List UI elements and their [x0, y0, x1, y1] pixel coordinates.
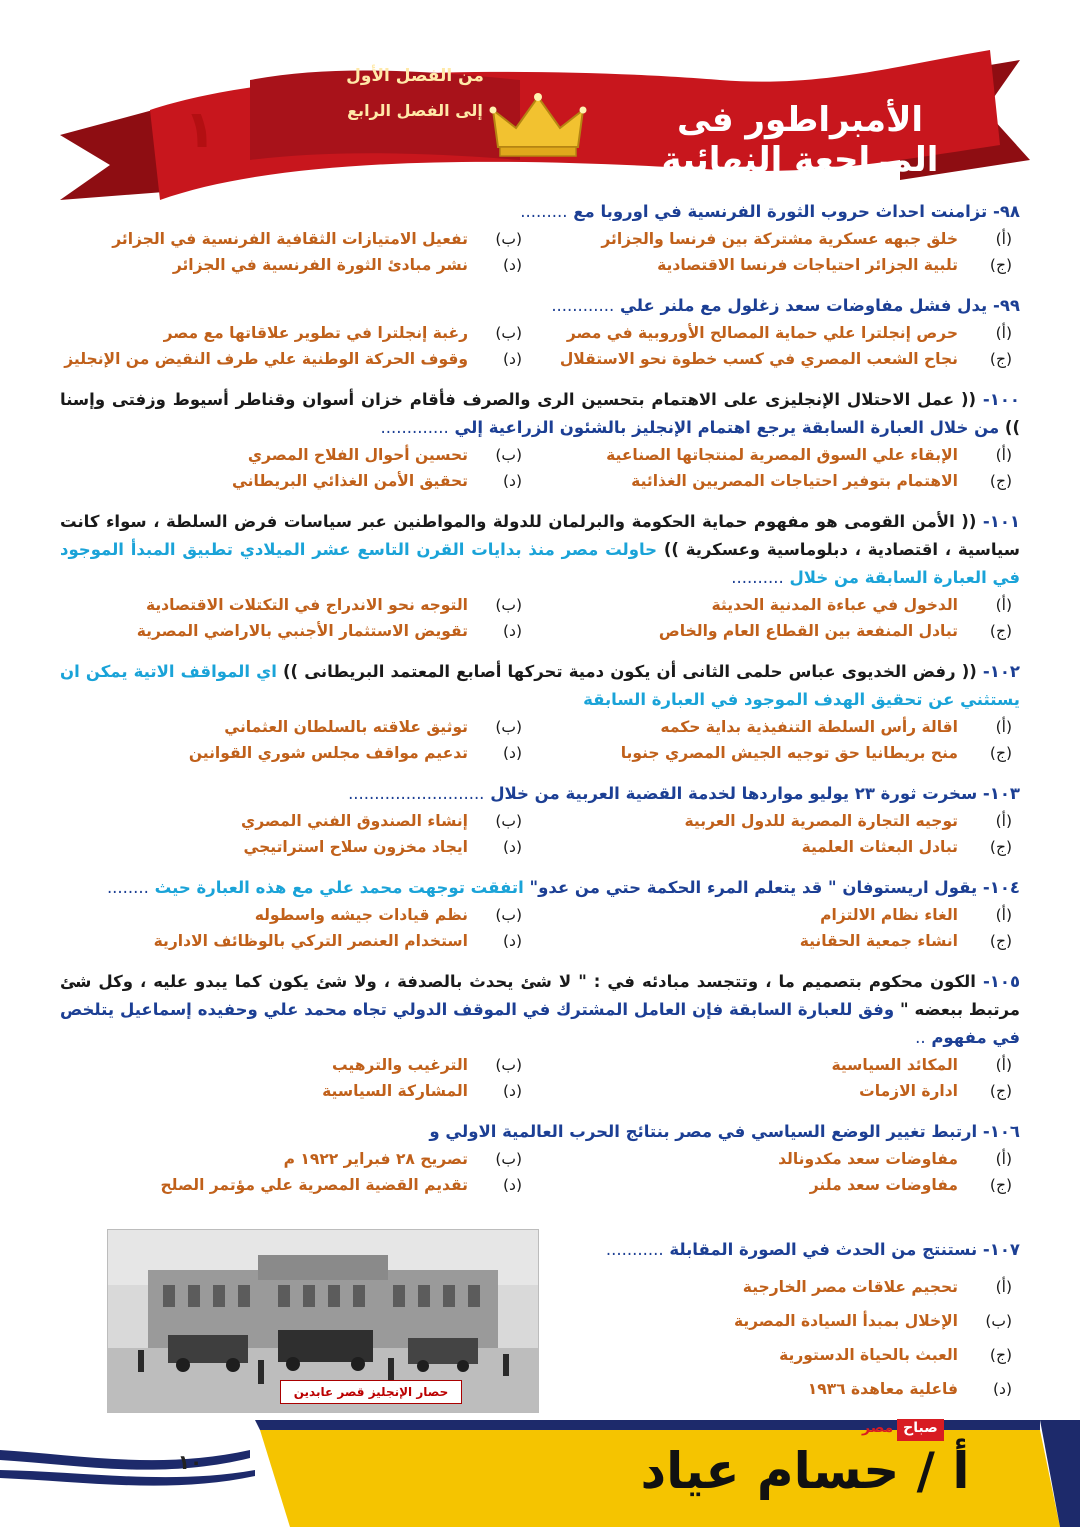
- option-text: مفاوضات سعد مكدونالد: [778, 1150, 958, 1168]
- option-label: (أ): [995, 324, 1012, 342]
- option-d[interactable]: [60, 618, 530, 644]
- option-text: تحجيم علاقات مصر الخارجية: [742, 1278, 958, 1296]
- option-a[interactable]: [550, 808, 1020, 834]
- question-stem: [60, 874, 1020, 902]
- question-number: ٩٩-: [992, 296, 1020, 315]
- question-number: ١٠٤-: [982, 878, 1020, 897]
- question-number: ١٠٠-: [982, 390, 1020, 409]
- question-text: اتفقت توجهت محمد علي مع هذه العبارة حيث: [154, 878, 524, 897]
- question-number: ١٠٣-: [982, 784, 1020, 803]
- option-text: تلبية الجزائر احتياجات فرنسا الاقتصادية: [657, 256, 958, 274]
- option-label: (أ): [995, 812, 1012, 830]
- option-label: (ب): [495, 1150, 522, 1168]
- option-a[interactable]: [550, 1052, 1020, 1078]
- question-quote: يقول اريستوفان " قد يتعلم المرء الحكمة حتي من عدو": [529, 878, 978, 897]
- option-c[interactable]: [590, 1338, 1020, 1372]
- options-grid: [60, 902, 1020, 954]
- options-grid: [60, 808, 1020, 860]
- options-grid: [60, 442, 1020, 494]
- option-text: انشاء جمعية الحقانية: [799, 932, 958, 950]
- question-text: يدل فشل مفاوضات سعد زغلول مع ملنر علي: [620, 296, 988, 315]
- page-title: الأمبراطور فى المراجعة النهائية: [661, 100, 939, 180]
- option-label: (د): [503, 256, 522, 274]
- option-label: (ب): [495, 446, 522, 464]
- option-text: الدخول في عباءة المدنية الحديثة: [711, 596, 958, 614]
- option-text: المكائد السياسية: [831, 1056, 958, 1074]
- question-105: [60, 968, 1020, 1104]
- option-label: (أ): [995, 596, 1012, 614]
- question-number: ١٠٧-: [982, 1240, 1020, 1259]
- options-grid: [60, 714, 1020, 766]
- brand-word-1: صباح: [897, 1419, 944, 1441]
- brand-word-2: مصر: [862, 1420, 894, 1436]
- answer-blank: ............: [551, 296, 615, 315]
- question-text: تزامنت احداث حروب الثورة الفرنسية في اوروبا مع: [573, 202, 988, 221]
- option-c[interactable]: [550, 346, 1020, 372]
- option-d[interactable]: [590, 1372, 1020, 1406]
- option-label: (أ): [995, 1278, 1012, 1296]
- option-text: الإخلال بمبدأ السيادة المصرية: [733, 1312, 958, 1330]
- option-b[interactable]: [590, 1304, 1020, 1338]
- question-106: [60, 1118, 1020, 1198]
- options-grid: [60, 226, 1020, 278]
- option-d[interactable]: [60, 1078, 530, 1104]
- option-label: (ب): [495, 230, 522, 248]
- option-label: (د): [503, 350, 522, 368]
- question-number: ١٠٥-: [982, 972, 1021, 991]
- option-text: التوجه نحو الاندراج في التكتلات الاقتصادية: [145, 596, 468, 614]
- option-label: (د): [503, 744, 522, 762]
- question-text: ارتبط تغيير الوضع السياسي في مصر بنتائج الحرب العالمية الاولي و: [429, 1122, 978, 1141]
- option-c[interactable]: [550, 252, 1020, 278]
- option-text: استخدام العنصر التركي بالوظائف الادارية: [153, 932, 468, 950]
- option-text: توثيق علاقته بالسلطان العثماني: [224, 718, 468, 736]
- question-102: [60, 658, 1020, 766]
- answer-blank: .............: [380, 418, 449, 437]
- option-a[interactable]: [550, 442, 1020, 468]
- chapter-range-end: إلى الفصل الرابع: [347, 101, 483, 120]
- option-d[interactable]: [60, 346, 530, 372]
- option-label: (ج): [989, 1346, 1012, 1364]
- option-text: تبادل البعثات العلمية: [801, 838, 958, 856]
- options-grid: [60, 320, 1020, 372]
- option-label: (ج): [989, 350, 1012, 368]
- option-b[interactable]: [60, 902, 530, 928]
- option-label: (ج): [989, 1176, 1012, 1194]
- option-text: الاهتمام بتوفير احتياجات المصريين الغذائية: [631, 472, 958, 490]
- question-number: ١٠٦-: [982, 1122, 1020, 1141]
- option-text: إنشاء الصندوق الفني المصري: [241, 812, 468, 830]
- option-c[interactable]: [550, 740, 1020, 766]
- photo-caption: حصار الإنجليز قصر عابدين: [280, 1380, 462, 1404]
- option-label: (ج): [989, 622, 1012, 640]
- question-104: [60, 874, 1020, 954]
- option-text: نجاح الشعب المصري في كسب خطوة نحو الاستقلال: [559, 350, 958, 368]
- option-label: (د): [503, 932, 522, 950]
- option-label: (ب): [495, 324, 522, 342]
- answer-blank: ..........................: [348, 784, 485, 803]
- answer-blank: ........: [106, 878, 149, 897]
- option-label: (د): [503, 1082, 522, 1100]
- question-100: [60, 386, 1020, 494]
- question-107: [590, 1236, 1020, 1406]
- option-label: (أ): [995, 1150, 1012, 1168]
- option-b[interactable]: [60, 1052, 530, 1078]
- author-name: أ / حسام عياد: [640, 1442, 970, 1500]
- option-text: اقالة رأس السلطة التنفيذية بداية حكمه: [660, 718, 958, 736]
- option-label: (د): [503, 1176, 522, 1194]
- option-text: وقوف الحركة الوطنية علي طرف النقيض من الإنجليز: [64, 350, 468, 368]
- question-text: نستنتج من الحدث في الصورة المقابلة: [669, 1240, 978, 1259]
- option-text: تقديم القضية المصرية علي مؤتمر الصلح: [160, 1176, 468, 1194]
- series-number: ١: [184, 100, 216, 160]
- option-text: نشر مبادئ الثورة الفرنسية في الجزائر: [172, 256, 468, 274]
- option-label: (أ): [995, 446, 1012, 464]
- option-b[interactable]: [60, 1146, 530, 1172]
- option-d[interactable]: [60, 740, 530, 766]
- question-stem: [60, 658, 1020, 714]
- question-101: [60, 508, 1020, 644]
- question-stem: [60, 968, 1020, 1052]
- question-text: سخرت ثورة ٢٣ يوليو مواردها لخدمة القضية العربية من خلال: [490, 784, 978, 803]
- option-text: مفاوضات سعد ملنر: [809, 1176, 958, 1194]
- option-text: تقويض الاستثمار الأجنبي بالاراضي المصرية: [136, 622, 468, 640]
- options-grid: [60, 592, 1020, 644]
- option-a[interactable]: [550, 714, 1020, 740]
- question-103: [60, 780, 1020, 860]
- option-b[interactable]: [60, 442, 530, 468]
- question-text: اي المواقف الاتية يمكن ان يستثني عن تحقيق الهدف الموجود في العبارة السابقة: [60, 662, 1020, 709]
- question-stem: [60, 292, 1020, 320]
- option-label: (ب): [495, 596, 522, 614]
- option-a[interactable]: [590, 1270, 1020, 1304]
- option-c[interactable]: [550, 834, 1020, 860]
- option-label: (أ): [995, 718, 1012, 736]
- option-text: ايجاد مخزون سلاح استراتيجي: [243, 838, 468, 856]
- option-text: تبادل المنفعة بين القطاع العام والخاص: [658, 622, 958, 640]
- brand-logo: [858, 1419, 944, 1441]
- option-label: (ج): [989, 744, 1012, 762]
- answer-blank: ..: [915, 1028, 926, 1047]
- option-text: تفعيل الامتيازات الثقافية الفرنسية في الجزائر: [112, 230, 468, 248]
- question-stem: [60, 508, 1020, 592]
- question-text: وفق للعبارة السابقة فإن العامل المشترك في الموقف الدولي تجاه محمد علي وحفيده إسماعيل يتلخص في مفهوم: [60, 1000, 1020, 1047]
- option-label: (ج): [989, 932, 1012, 950]
- question-stem: [60, 1118, 1020, 1146]
- question-stem: [60, 198, 1020, 226]
- option-text: رغبة إنجلترا في تطوير علاقاتها مع مصر: [163, 324, 468, 342]
- option-b[interactable]: [60, 808, 530, 834]
- option-b[interactable]: [60, 592, 530, 618]
- option-text: العبث بالحياة الدستورية: [779, 1346, 958, 1364]
- option-text: تدعيم مواقف مجلس شوري القوانين: [188, 744, 468, 762]
- option-text: منح بريطانيا حق توجيه الجيش المصري جنوبا: [620, 744, 958, 762]
- option-d[interactable]: [60, 1172, 530, 1198]
- question-number: ٩٨-: [992, 202, 1020, 221]
- option-text: تحسين أحوال الفلاح المصري: [247, 446, 468, 464]
- option-text: الترغيب والترهيب: [331, 1056, 468, 1074]
- answer-blank: ...........: [605, 1240, 664, 1259]
- option-c[interactable]: [550, 1078, 1020, 1104]
- option-text: خلق جبهه عسكرية مشتركة بين فرنسا والجزائر: [601, 230, 958, 248]
- question-quote: الكون محكوم بتصميم ما ، وتتجسد مبادئه في : " لا شئ يحدث بالصدفة ، ولا شئ يكون كما يبدو عليه ، وكل شئ مرتبط ببعضه ": [60, 972, 1021, 1019]
- option-label: (أ): [995, 906, 1012, 924]
- option-text: ادارة الازمات: [859, 1082, 958, 1100]
- option-label: (ج): [989, 256, 1012, 274]
- question-list: [60, 198, 1020, 1212]
- option-label: (ب): [985, 1312, 1012, 1330]
- option-b[interactable]: [60, 714, 530, 740]
- option-label: (ج): [989, 472, 1012, 490]
- option-d[interactable]: [60, 468, 530, 494]
- option-a[interactable]: [550, 226, 1020, 252]
- option-text: نظم قيادات جيشه واسطوله: [254, 906, 468, 924]
- option-label: (أ): [995, 230, 1012, 248]
- option-text: فاعلية معاهدة ١٩٣٦: [807, 1380, 958, 1398]
- option-b[interactable]: [60, 226, 530, 252]
- option-text: حرص إنجلترا علي حماية المصالح الأوروبية في مصر: [566, 324, 958, 342]
- option-text: الغاء نظام الالتزام: [820, 906, 958, 924]
- option-c[interactable]: [550, 468, 1020, 494]
- option-d[interactable]: [60, 252, 530, 278]
- answer-blank: .........: [520, 202, 568, 221]
- option-a[interactable]: [550, 592, 1020, 618]
- option-a[interactable]: [550, 320, 1020, 346]
- answer-blank: ..........: [731, 568, 784, 587]
- option-c[interactable]: [550, 1172, 1020, 1198]
- crown-icon: [488, 92, 588, 160]
- question-quote: (( الأمن القومى هو مفهوم حماية الحكومة والبرلمان للدولة والمواطنين عبر سياسات فرض السلطة ، سواء كانت سياسية ، اقتصادية ، دبلوماسية وعسكرية )): [60, 512, 1020, 559]
- question-number: ١٠٢-: [982, 662, 1020, 681]
- option-c[interactable]: [550, 928, 1020, 954]
- option-text: تحقيق الأمن الغذائي البريطاني: [231, 472, 468, 490]
- option-c[interactable]: [550, 618, 1020, 644]
- question-quote: (( رفض الخديوى عباس حلمى الثانى أن يكون دمية تحركها أصابع المعتمد البريطانى )): [283, 662, 977, 681]
- option-text: الإبقاء علي السوق المصرية لمنتجاتها الصناعية: [606, 446, 958, 464]
- option-d[interactable]: [60, 834, 530, 860]
- option-label: (ج): [989, 838, 1012, 856]
- question-98: [60, 198, 1020, 278]
- option-a[interactable]: [550, 1146, 1020, 1172]
- option-text: المشاركة السياسية: [322, 1082, 468, 1100]
- page-number: ١٠: [177, 1450, 203, 1474]
- question-stem: [60, 386, 1020, 442]
- option-text: توجيه التجارة المصرية للدول العربية: [684, 812, 958, 830]
- option-label: (د): [503, 472, 522, 490]
- options-list: [590, 1270, 1020, 1406]
- option-label: (ج): [989, 1082, 1012, 1100]
- option-label: (ب): [495, 812, 522, 830]
- option-a[interactable]: [550, 902, 1020, 928]
- option-d[interactable]: [60, 928, 530, 954]
- option-label: (د): [993, 1380, 1012, 1398]
- question-text: من خلال العبارة السابقة يرجع اهتمام الإنجليز بالشئون الزراعية إلي: [454, 418, 1000, 437]
- question-stem: [60, 780, 1020, 808]
- option-label: (ب): [495, 906, 522, 924]
- question-99: [60, 292, 1020, 372]
- question-number: ١٠١-: [982, 512, 1020, 531]
- option-b[interactable]: [60, 320, 530, 346]
- option-label: (د): [503, 622, 522, 640]
- chapter-range-start: من الفصل الأول: [346, 66, 484, 86]
- option-label: (ب): [495, 1056, 522, 1074]
- option-text: تصريح ٢٨ فبراير ١٩٢٢ م: [283, 1150, 468, 1168]
- question-quote: (( عمل الاحتلال الإنجليزى على الاهتمام بتحسين الرى والصرف فأقام خزان أسوان وقناطر أسيوط وزفتى وإسنا )): [60, 390, 1020, 437]
- option-label: (ب): [495, 718, 522, 736]
- options-grid: [60, 1146, 1020, 1198]
- options-grid: [60, 1052, 1020, 1104]
- question-text: حاولت مصر منذ بدايات القرن التاسع عشر الميلادي تطبيق المبدأ الموجود في العبارة السابقة من خلال: [60, 540, 1020, 587]
- option-label: (أ): [995, 1056, 1012, 1074]
- question-stem: [590, 1236, 1020, 1264]
- option-label: (د): [503, 838, 522, 856]
